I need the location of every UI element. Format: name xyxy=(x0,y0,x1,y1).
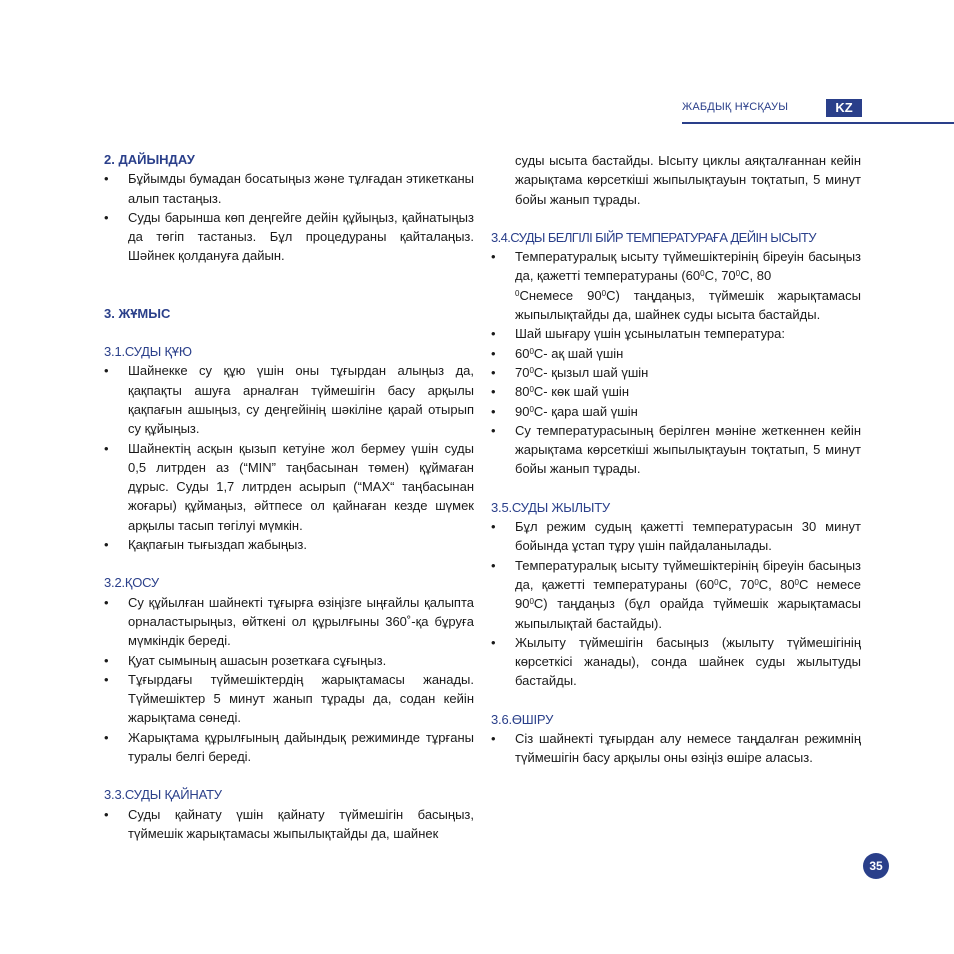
temperature-list xyxy=(491,247,861,479)
preparation-list xyxy=(104,169,474,265)
subsection-heading-warming: 3.5.СУДЫ ЖЫЛЫТУ xyxy=(491,499,610,515)
list-item: • $60^0С-$ ақ шай үшін xyxy=(491,344,861,363)
list-item: • Температуралық ысыту түймешіктерінің біреуін басыңыз да, қажетті температураны ($60^0С$, $70^0С$, $80^0С$ немесе $90^0С$) таңдаңыз (бұл орайда түймешік жарықтамасы жыпылықтай бастайды). xyxy=(491,556,861,633)
list-item: • Суды қайнату үшін қайнату түймешігін басыңыз, түймешік жарықтамасы жыпылықтайды да, шайнек xyxy=(104,805,474,844)
boiling-list xyxy=(104,805,474,844)
list-item: • Жылыту түймешігін басыңыз (жылыту түймешігінің көрсеткісі жанады), сонда шайнек суды жылытуды бастайды. xyxy=(491,633,861,691)
list-item: • Шайнектің асқын қызып кетуіне жол бермеу үшін суды 0,5 литрден аз (“MIN” таңбасынан төмен) құймаған дұрыс. Суды 1,7 литрден асырып (“MAX“ таңбасынан жоғары) құймаңыз, әйтпесе ол қайнаған кезде шүмек арқылы тасып төгілуі мүмкін. xyxy=(104,439,474,535)
subsection-heading-filling: 3.1.СУДЫ ҚҰЮ xyxy=(104,344,192,360)
list-item: • $70^0С-$ қызыл шай үшін xyxy=(491,363,861,382)
list-item: • $80^0С-$ көк шай үшін xyxy=(491,382,861,401)
list-item: • Шайнекке су құю үшін оны тұғырдан алыңыз да, қақпақты ашуға арналған түймешігін басу арқылы қақпағын ашыңыз, су деңгейінің шәкіліне қарай отырып су құйыңыз. xyxy=(104,361,474,438)
warming-list xyxy=(491,517,861,691)
list-item: • Жарықтама құрылғының дайындық режиминде тұрғаны туралы белгі береді. xyxy=(104,728,474,767)
left-column xyxy=(104,150,474,843)
list-item: • Суды барынша көп деңгейге дейін құйыңыз, қайнатыңыз да төгіп тастаныз. Бұл процедураны қайталаңыз. Шәйнек қолдануға дайын. xyxy=(104,208,474,266)
switching-on-list xyxy=(104,593,474,767)
list-item: • $90^0С-$ қара шай үшін xyxy=(491,402,861,421)
list-item: • Қуат сымының ашасын розеткаға сұғыңыз. xyxy=(104,651,474,670)
page-number-badge: 35 xyxy=(863,853,889,879)
subsection-heading-boiling: 3.3.СУДЫ ҚАЙНАТУ xyxy=(104,787,222,803)
list-item: • Температуралық ысыту түймешіктерінің біреуін басыңыз да, қажетті температураны ($60^0С$, $70^0С$, 80 $^0$Снемесе $90^0С$) таңдаңыз, түймешік жарықтамасы жыпылықтайды да, шайнек суды ысыта бастайды. xyxy=(491,247,861,324)
list-item: • Бұйымды бумадан босатыңыз және тұлғадан этикетканы алып тастаңыз. xyxy=(104,169,474,208)
list-item: • Сіз шайнекті тұғырдан алу немесе таңдалған режимнің түймешігін басу арқылы оны өзіңіз өшіре аласыз. xyxy=(491,729,861,768)
switching-off-list xyxy=(491,729,861,768)
filling-list xyxy=(104,361,474,554)
list-item: • Су құйылған шайнекті тұғырға өзіңізге ыңғайлы қалыпта орналастырыңыз, өйткені ол құрылғыны 360˚-қа бұруға мүмкіндік береді. xyxy=(104,593,474,651)
right-column xyxy=(491,151,861,768)
language-badge: KZ xyxy=(826,99,862,117)
list-item: • Су температурасының берілген мәніне жеткеннен кейін жарықтама көрсеткіші жыпылықтауын тоқтатып, 5 минут бойы жанып тұрады. xyxy=(491,421,861,479)
subsection-heading-heating-to-temperature: 3.4.СУДЫ БЕЛГІЛІ БІЙР ТЕМПЕРАТУРАҒА ДЕЙІН ЫСЫТУ xyxy=(491,229,816,245)
subsection-heading-switching-off: 3.6.ӨШІРУ xyxy=(491,711,554,727)
list-item: • Шай шығару үшін ұсынылатын температура: xyxy=(491,324,861,343)
boiling-continuation: суды ысыта бастайды. Ысыту циклы аяқталғаннан кейін жарықтама көрсеткіші жыпылықтауын тоқтатып, 5 минут бойы жанып тұрады. xyxy=(515,153,861,207)
list-item: • Қақпағын тығыздап жабыңыз. xyxy=(104,535,474,554)
header-rule xyxy=(682,122,954,124)
list-item: • Тұғырдағы түймешіктердің жарықтамасы жанады. Түймешіктер 5 минут жанып тұрады да, содан кейін жарықтама сөнеді. xyxy=(104,670,474,728)
header-title: ЖАБДЫҚ НҰСҚАУЫ xyxy=(682,101,789,113)
list-item: • Бұл режим судың қажетті температурасын 30 минут бойында ұстап тұру үшін пайдаланылады. xyxy=(491,517,861,556)
section-heading-operation: 3. ЖҰМЫС xyxy=(104,305,171,321)
subsection-heading-switching-on: 3.2.ҚОСУ xyxy=(104,575,159,591)
section-heading-preparation: 2. ДАЙЫНДАУ xyxy=(104,152,195,167)
